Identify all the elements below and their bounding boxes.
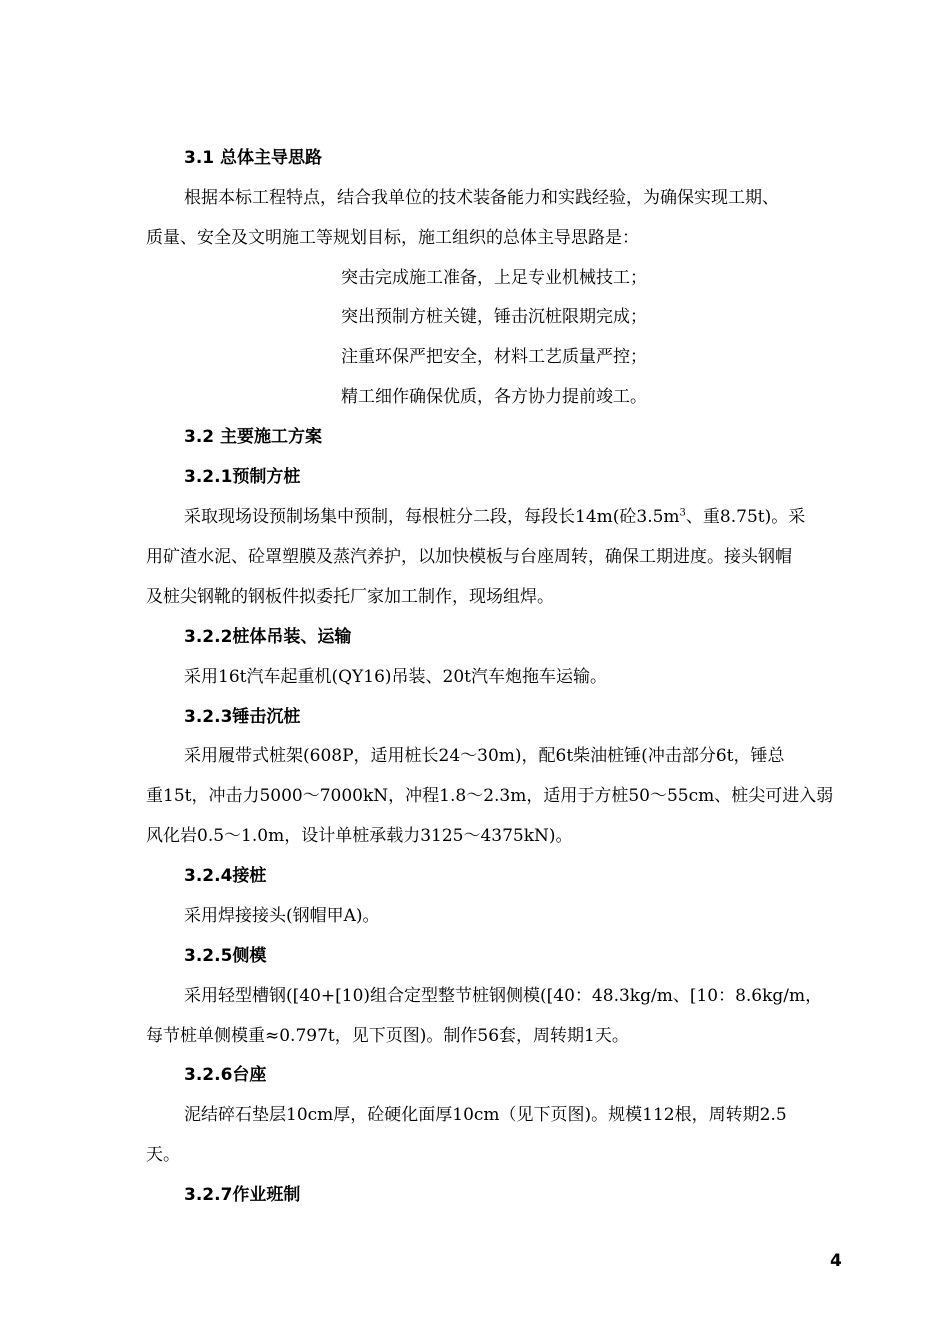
paragraph-line: 每节桩单侧模重≈0.797t，见下页图)。制作56套，周转期1天。	[146, 1026, 629, 1046]
text-run: 采取现场设预制场集中预制，每根桩分二段，每段长14m(砼3.5m	[184, 507, 680, 527]
slogan-line-3: 注重环保严把安全，材料工艺质量严控；	[341, 347, 647, 367]
section-heading-3-1: 3.1 总体主导思路	[184, 148, 323, 168]
paragraph-line: 泥结碎石垫层10cm厚，砼硬化面厚10cm（见下页图)。规模112根，周转期2.5	[184, 1105, 787, 1125]
slogan-line-4: 精工细作确保优质，各方协力提前竣工。	[341, 387, 647, 407]
slogan-line-1: 突击完成施工准备，上足专业机械技工；	[341, 268, 647, 288]
section-heading-3-2-6: 3.2.6台座	[184, 1065, 267, 1085]
paragraph-line	[184, 506, 805, 528]
page-number: 4	[830, 1251, 842, 1271]
section-heading-3-2-7: 3.2.7作业班制	[184, 1185, 301, 1205]
paragraph-line: 天。	[146, 1145, 180, 1165]
paragraph-line: 重15t，冲击力5000～7000kN，冲程1.8～2.3m，适用于方桩50～55cm、桩尖可进入弱	[146, 786, 834, 806]
section-heading-3-2-1: 3.2.1预制方桩	[184, 467, 301, 487]
paragraph-line: 风化岩0.5～1.0m，设计单桩承载力3125～4375kN)。	[146, 826, 573, 846]
slogan-line-2: 突出预制方桩关键，锤击沉桩限期完成；	[341, 307, 647, 327]
paragraph-line: 根据本标工程特点，结合我单位的技术装备能力和实践经验，为确保实现工期、	[184, 188, 779, 208]
paragraph-line: 质量、安全及文明施工等规划目标，施工组织的总体主导思路是：	[146, 228, 639, 248]
paragraph-line: 采用16t汽车起重机(QY16)吊装、20t汽车炮拖车运输。	[184, 667, 607, 687]
paragraph-line: 及桩尖钢靴的钢板件拟委托厂家加工制作，现场组焊。	[146, 587, 554, 607]
superscript: 3	[679, 507, 686, 519]
section-heading-3-2-3: 3.2.3锤击沉桩	[184, 707, 301, 727]
paragraph-line: 采用轻型槽钢([40+[10)组合定型整节桩钢侧模([40：48.3kg/m、[10：8.6kg/m，	[184, 986, 823, 1006]
paragraph-line: 采用履带式桩架(608P，适用桩长24～30m)，配6t柴油桩锤(冲击部分6t，锤总	[184, 746, 785, 766]
section-heading-3-2: 3.2 主要施工方案	[184, 427, 323, 447]
section-heading-3-2-5: 3.2.5侧模	[184, 946, 267, 966]
paragraph-line: 用矿渣水泥、砼罩塑膜及蒸汽养护，以加快模板与台座周转，确保工期进度。接头钢帽	[146, 547, 792, 567]
text-run: 、重8.75t)。采	[685, 507, 806, 527]
section-heading-3-2-4: 3.2.4接桩	[184, 866, 267, 886]
paragraph-line: 采用焊接接头(钢帽甲A)。	[184, 906, 380, 926]
section-heading-3-2-2: 3.2.2桩体吊装、运输	[184, 627, 352, 647]
